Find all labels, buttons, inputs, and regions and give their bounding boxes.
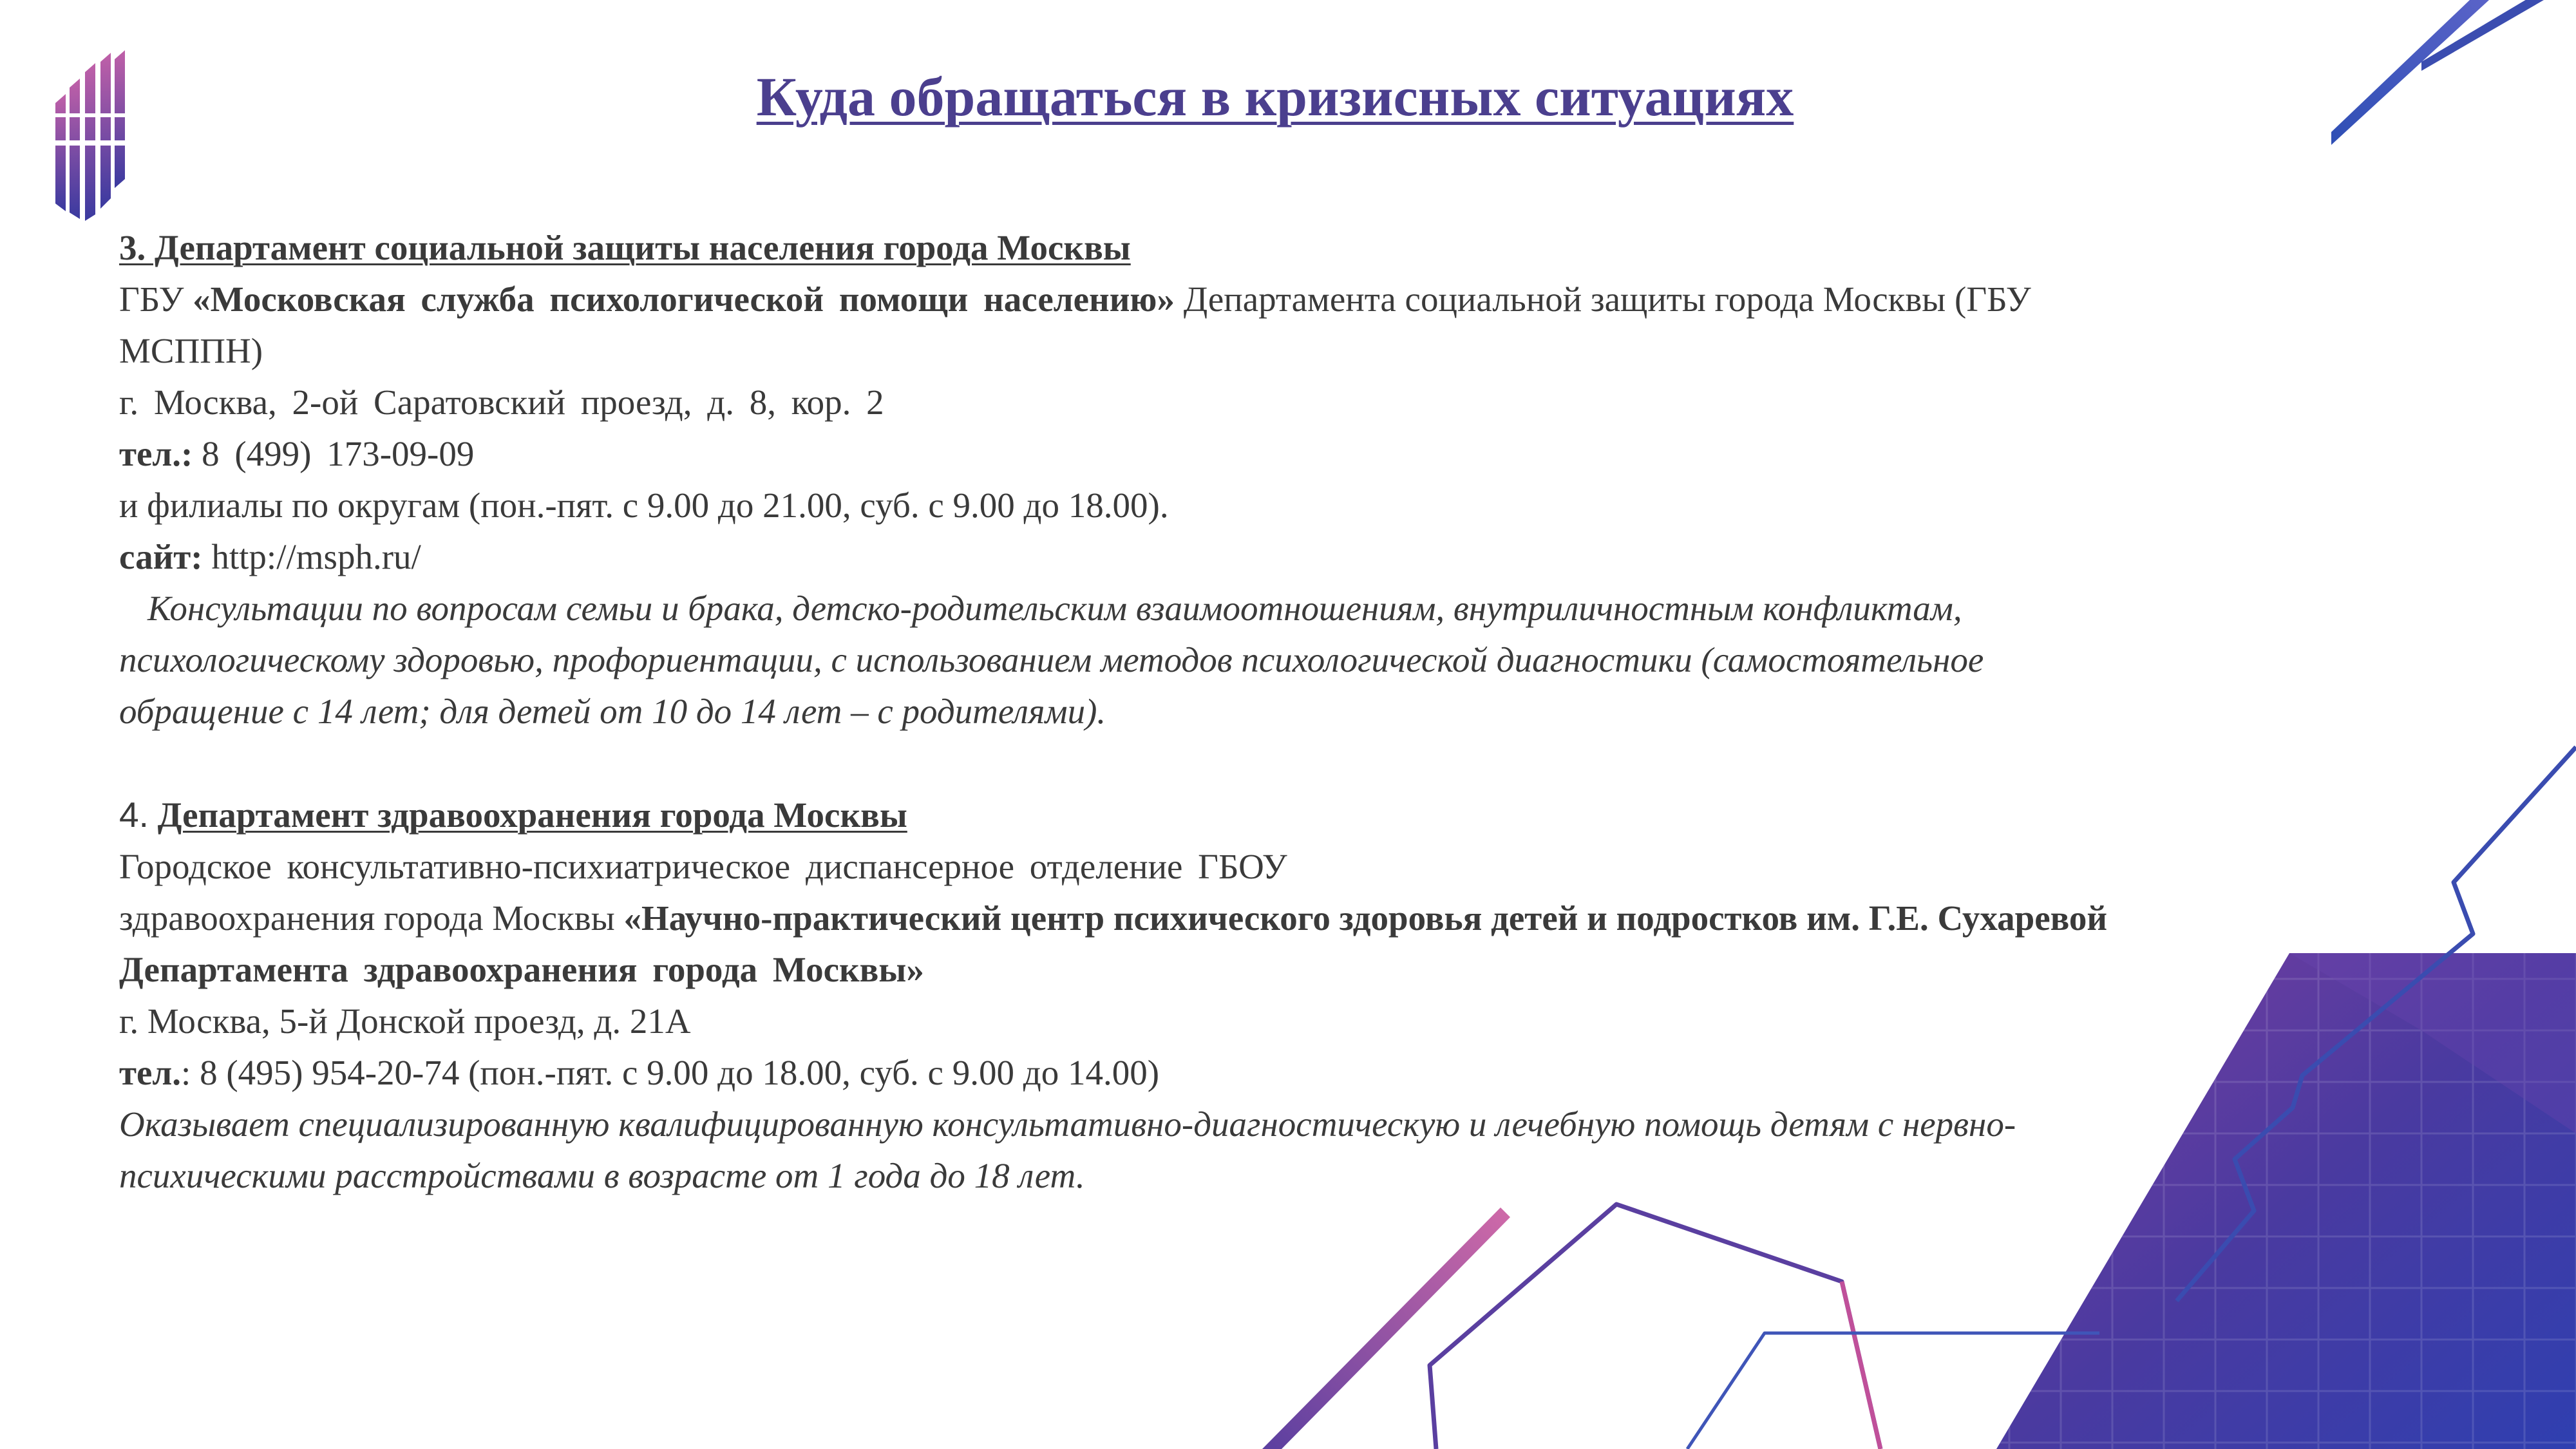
- section3-phone-line: [119, 428, 2322, 480]
- section3-desc2: психологическому здоровью, профориентации, с использованием методов психологической диагностики (самостоятельное: [119, 640, 1984, 679]
- section4-number: 4.: [119, 795, 149, 835]
- section3-org-line: [119, 274, 2322, 325]
- section3-org-prefix: ГБУ: [119, 279, 184, 319]
- section3-phone-label: тел.:: [119, 434, 193, 473]
- section4-phone-line: [119, 1047, 2322, 1099]
- section3-address: г. Москва, 2-ой Саратовский проезд, д. 8, кор. 2: [119, 383, 884, 422]
- section3-phone: 8 (499) 173-09-09: [202, 434, 475, 473]
- section4-phone: : 8 (495) 954-20-74 (пон.-пят. с 9.00 до 18.00, суб. с 9.00 до 14.00): [181, 1053, 1160, 1092]
- content: [119, 222, 2322, 1202]
- section3-org-name: «Московская служба психологической помощи населению»: [193, 279, 1175, 319]
- section4-org-name1: «Научно-практический центр психического здоровья детей и подростков им. Г.Е. Сухаревой: [623, 898, 2108, 938]
- section3-site-link[interactable]: http://msph.ru/: [211, 537, 421, 576]
- section3-org-suffix: Департамента социальной защиты города Москвы (ГБУ: [1183, 279, 2031, 319]
- section3-heading: 3. Департамент социальной защиты населения города Москвы: [119, 228, 1131, 267]
- section4-address: г. Москва, 5-й Донской проезд, д. 21А: [119, 1001, 691, 1041]
- section3-desc1: Консультации по вопросам семьи и брака, детско-родительским взаимоотношениям, внутриличностным конфликтам,: [147, 589, 1962, 628]
- section3-site-line: [119, 531, 2322, 583]
- section3-desc3: обращение с 14 лет; для детей от 10 до 14 лет – с родителями).: [119, 692, 1106, 731]
- section3-site-label: сайт:: [119, 537, 203, 576]
- section3-branches: и филиалы по округам (пон.-пят. с 9.00 до 21.00, суб. с 9.00 до 18.00).: [119, 486, 1169, 525]
- section3-org-suffix2: МСППН): [119, 331, 263, 370]
- section4-heading: Департамент здравоохранения города Москвы: [157, 795, 907, 835]
- section4-phone-label: тел.: [119, 1053, 182, 1092]
- section4-heading-line: [119, 789, 2322, 841]
- section4-line2: [119, 893, 2322, 944]
- section4-line2-prefix: здравоохранения города Москвы: [119, 898, 615, 938]
- section4-desc1: Оказывает специализированную квалифицированную консультативно-диагностическую и лечебную помощь детям с нервно-: [119, 1104, 2016, 1144]
- section4-desc2: психическими расстройствами в возрасте от 1 года до 18 лет.: [119, 1156, 1085, 1195]
- page-title: Куда обращаться в кризисных ситуациях: [756, 66, 1794, 128]
- section4-org-name2: Департамента здравоохранения города Москвы»: [119, 950, 924, 989]
- section4-line1: Городское консультативно-психиатрическое диспансерное отделение ГБОУ: [119, 847, 1287, 886]
